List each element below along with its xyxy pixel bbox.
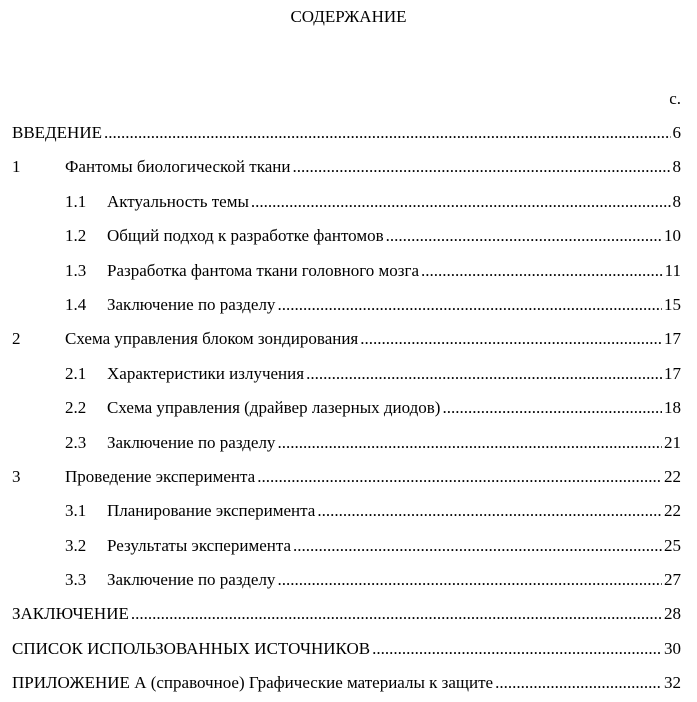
toc-entry-page: 28: [664, 604, 681, 624]
toc-entry[interactable]: [12, 637, 681, 671]
toc-entry-title: Заключение по разделу: [107, 570, 276, 590]
toc-entry-title: Разработка фантома ткани головного мозга: [107, 260, 420, 280]
toc-entry[interactable]: [12, 362, 681, 396]
page-title: СОДЕРЖАНИЕ: [290, 7, 407, 26]
toc-entry-page: 10: [664, 226, 681, 246]
table-of-contents: [12, 121, 681, 702]
toc-entry[interactable]: [12, 499, 681, 533]
toc-entry-page: 17: [664, 363, 681, 383]
page-column-label: с.: [669, 89, 681, 108]
toc-entry-number: 3.3: [65, 570, 87, 590]
toc-entry-number: 1.1: [65, 191, 87, 211]
toc-entry-number: 3: [12, 466, 21, 486]
toc-entry[interactable]: [12, 121, 681, 155]
dot-leader: [277, 431, 662, 455]
toc-entry-number: 1.3: [65, 260, 87, 280]
toc-entry-number: 1.4: [65, 294, 87, 314]
toc-entry-page: 27: [664, 570, 681, 590]
toc-entry[interactable]: [12, 293, 681, 327]
toc-entry[interactable]: [12, 396, 681, 430]
dot-leader: [386, 224, 662, 248]
toc-entry-title: Схема управления (драйвер лазерных диодов): [107, 398, 441, 418]
toc-entry-title: Общий подход к разработке фантомов: [107, 226, 384, 246]
toc-entry-number: 3.1: [65, 501, 87, 521]
toc-entry[interactable]: [12, 465, 681, 499]
dot-leader: [495, 671, 662, 695]
dot-leader: [277, 293, 662, 317]
dot-leader: [293, 534, 662, 558]
toc-entry[interactable]: [12, 327, 681, 361]
toc-entry[interactable]: [12, 431, 681, 465]
toc-entry-title: Характеристики излучения: [107, 363, 305, 383]
dot-leader: [257, 465, 662, 489]
toc-entry-page: 32: [664, 673, 681, 693]
toc-entry-page: 8: [672, 157, 681, 177]
toc-entry-page: 22: [664, 466, 681, 486]
toc-entry-page: 6: [672, 123, 681, 142]
toc-entry-title: Результаты эксперимента: [107, 535, 292, 555]
toc-entry-title: Проведение эксперимента: [65, 466, 256, 486]
toc-entry-number: 3.2: [65, 535, 87, 555]
toc-entry-page: 17: [664, 329, 681, 349]
toc-entry-number: 2: [12, 329, 21, 349]
toc-entry[interactable]: [12, 534, 681, 568]
toc-entry-page: 21: [664, 432, 681, 452]
toc-entry[interactable]: [12, 224, 681, 258]
toc-entry[interactable]: [12, 568, 681, 602]
toc-entry[interactable]: [12, 671, 681, 702]
dot-leader: [251, 190, 671, 214]
dot-leader: [306, 362, 662, 386]
toc-entry[interactable]: [12, 259, 681, 293]
toc-entry-title: Планирование эксперимента: [107, 501, 316, 521]
toc-entry-title: Актуальность темы: [107, 191, 249, 211]
toc-entry-title: СПИСОК ИСПОЛЬЗОВАННЫХ ИСТОЧНИКОВ: [12, 638, 371, 658]
toc-entry[interactable]: [12, 155, 681, 189]
toc-entry-page: 18: [664, 398, 681, 418]
toc-entry-number: 2.1: [65, 363, 87, 383]
toc-entry-title: ПРИЛОЖЕНИЕ А (справочное) Графические материалы к защите: [12, 673, 494, 693]
dot-leader: [360, 327, 662, 351]
toc-entry-number: 2.3: [65, 432, 87, 452]
toc-entry-number: 1.2: [65, 226, 87, 246]
toc-entry[interactable]: [12, 602, 681, 636]
toc-entry-number: 1: [12, 157, 21, 177]
dot-leader: [421, 259, 663, 283]
toc-entry-title: Схема управления блоком зондирования: [65, 329, 359, 349]
toc-entry-title: ЗАКЛЮЧЕНИЕ: [12, 604, 129, 624]
dot-leader: [372, 637, 662, 661]
toc-entry-title: Заключение по разделу: [107, 294, 276, 314]
toc-entry-page: 30: [664, 638, 681, 658]
toc-entry-page: 25: [664, 535, 681, 555]
dot-leader: [317, 499, 662, 523]
toc-entry[interactable]: [12, 190, 681, 224]
toc-entry-title: ВВЕДЕНИЕ: [12, 123, 102, 142]
dot-leader: [292, 155, 670, 179]
toc-entry-page: 8: [672, 191, 681, 211]
toc-entry-page: 22: [664, 501, 681, 521]
toc-entry-title: Заключение по разделу: [107, 432, 276, 452]
dot-leader: [442, 396, 662, 420]
dot-leader: [104, 121, 671, 145]
toc-entry-page: 11: [664, 260, 681, 280]
dot-leader: [131, 602, 662, 626]
toc-entry-number: 2.2: [65, 398, 87, 418]
toc-entry-page: 15: [664, 294, 681, 314]
dot-leader: [277, 568, 662, 592]
toc-entry-title: Фантомы биологической ткани: [65, 157, 291, 177]
